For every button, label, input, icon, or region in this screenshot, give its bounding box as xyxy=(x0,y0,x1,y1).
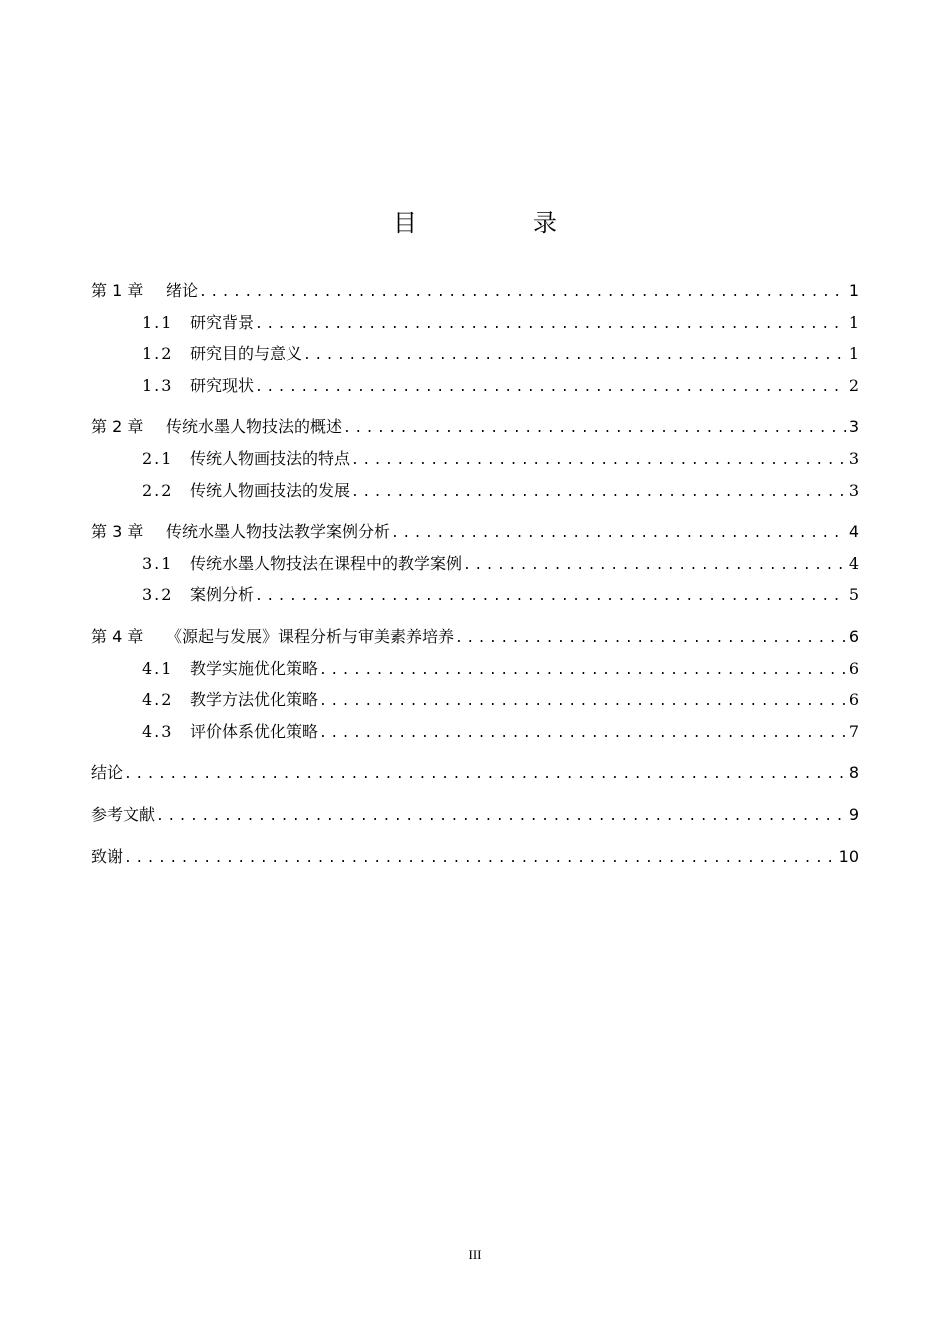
dot-leader xyxy=(351,477,846,509)
dot-leader xyxy=(319,655,846,687)
toc-entry-number: 3.2 xyxy=(142,585,174,605)
toc-entry-label xyxy=(142,653,318,685)
page-title: 目 录 xyxy=(393,209,603,237)
toc-entry-title: 教学实施优化策略 xyxy=(190,658,319,678)
toc-entry-label xyxy=(142,684,318,716)
toc-entry-label xyxy=(91,411,342,443)
toc-page-number: 1 xyxy=(848,344,859,364)
dot-leader xyxy=(351,445,846,477)
toc-entry-title: 参考文献 xyxy=(91,804,156,824)
toc-page-number: 3 xyxy=(848,417,859,437)
toc-entry-number: 2.2 xyxy=(142,480,174,500)
dot-leader xyxy=(319,718,846,750)
toc-entry-label xyxy=(91,516,390,548)
toc-acknowledgements[interactable] xyxy=(91,841,859,873)
toc-entry-title: 传统水墨人物技法教学案例分析 xyxy=(166,522,391,542)
toc-page-number: 8 xyxy=(848,763,859,783)
toc-page-number: 7 xyxy=(848,721,859,741)
toc-entry-label xyxy=(142,443,350,475)
toc-conclusion[interactable] xyxy=(91,757,859,789)
toc-section-1-2[interactable] xyxy=(91,338,859,370)
dot-leader xyxy=(455,623,846,655)
toc-chapter-1[interactable] xyxy=(91,275,859,307)
toc-entry-number: 4.2 xyxy=(142,690,174,710)
toc-entry-number: 1.2 xyxy=(142,344,174,364)
toc-entry-number: 4.3 xyxy=(142,721,174,741)
footer-page-number: III xyxy=(468,1247,482,1262)
toc-chapter-4[interactable] xyxy=(91,621,859,653)
toc-section-4-3[interactable] xyxy=(91,716,859,748)
toc-page-number: 9 xyxy=(848,804,859,824)
dot-leader xyxy=(303,340,846,372)
toc-section-2-2[interactable] xyxy=(91,475,859,507)
toc-page-number: 3 xyxy=(848,448,859,468)
toc-section-4-1[interactable] xyxy=(91,653,859,685)
toc-entry-label xyxy=(142,370,254,402)
toc-page-number: 6 xyxy=(848,690,859,710)
toc-entry-title: 教学方法优化策略 xyxy=(190,690,319,710)
dot-leader xyxy=(319,686,846,718)
toc-page-number: 6 xyxy=(848,658,859,678)
toc-entry-title: 绪论 xyxy=(166,281,199,300)
toc-page-number: 6 xyxy=(848,626,859,646)
toc-entry-number: 3.1 xyxy=(142,553,174,573)
toc-page-number: 1 xyxy=(848,312,859,332)
toc-entry-title: 传统人物画技法的发展 xyxy=(190,480,351,500)
dot-leader xyxy=(391,518,846,550)
dot-leader xyxy=(124,759,846,791)
dot-leader xyxy=(255,581,846,613)
toc-entry-title: 传统水墨人物技法在课程中的教学案例 xyxy=(190,553,463,573)
toc-entry-number: 第 4 章 xyxy=(91,626,144,646)
toc-entry-number: 第 2 章 xyxy=(91,417,144,437)
toc-section-3-1[interactable] xyxy=(91,548,859,580)
toc-entry-label xyxy=(91,621,454,653)
toc-entry-title: 传统水墨人物技法的概述 xyxy=(166,417,343,437)
dot-leader xyxy=(199,277,846,309)
toc-entry-number: 1.3 xyxy=(142,375,174,395)
toc-entry-number: 第 1 章 xyxy=(91,281,144,300)
toc-entry-number: 第 3 章 xyxy=(91,522,144,542)
toc-section-3-2[interactable] xyxy=(91,579,859,611)
toc-chapter-2[interactable] xyxy=(91,411,859,443)
toc-entry-label xyxy=(142,579,254,611)
dot-leader xyxy=(255,372,846,404)
toc-entry-label xyxy=(142,548,462,580)
toc-page-number: 10 xyxy=(838,846,859,866)
toc-entry-number: 1.1 xyxy=(142,312,174,332)
dot-leader xyxy=(343,413,846,445)
toc-chapter-3[interactable] xyxy=(91,516,859,548)
toc-entry-title: 研究目的与意义 xyxy=(190,344,303,364)
toc-entry-number: 2.1 xyxy=(142,448,174,468)
dot-leader xyxy=(124,843,836,875)
toc-section-1-1[interactable] xyxy=(91,307,859,339)
toc-entry-label xyxy=(142,475,350,507)
toc-section-1-3[interactable] xyxy=(91,370,859,402)
toc-entry-title: 研究背景 xyxy=(190,312,255,332)
toc-page-number: 4 xyxy=(848,522,859,542)
toc-entry-label xyxy=(142,338,302,370)
toc-page-number: 4 xyxy=(848,553,859,573)
dot-leader xyxy=(156,801,846,833)
toc-page-number: 5 xyxy=(848,585,859,605)
toc-section-2-1[interactable] xyxy=(91,443,859,475)
toc-entry-number: 4.1 xyxy=(142,658,174,678)
toc-entry-title: 传统人物画技法的特点 xyxy=(190,448,351,468)
toc-entry-title: 致谢 xyxy=(91,846,124,866)
toc-page-number: 2 xyxy=(848,375,859,395)
toc-entry-title: 案例分析 xyxy=(190,585,255,605)
dot-leader xyxy=(255,309,846,341)
toc-entry-title: 结论 xyxy=(91,763,124,783)
table-of-contents xyxy=(91,275,859,872)
toc-entry-label xyxy=(91,275,198,307)
toc-section-4-2[interactable] xyxy=(91,684,859,716)
toc-page-number: 1 xyxy=(848,281,859,300)
toc-entry-title: 评价体系优化策略 xyxy=(190,721,319,741)
toc-page-number: 3 xyxy=(848,480,859,500)
dot-leader xyxy=(463,550,846,582)
toc-entry-title: 《源起与发展》课程分析与审美素养培养 xyxy=(166,626,455,646)
toc-entry-label xyxy=(142,716,318,748)
toc-entry-label xyxy=(142,307,254,339)
toc-references[interactable] xyxy=(91,799,859,831)
toc-entry-title: 研究现状 xyxy=(190,375,255,395)
